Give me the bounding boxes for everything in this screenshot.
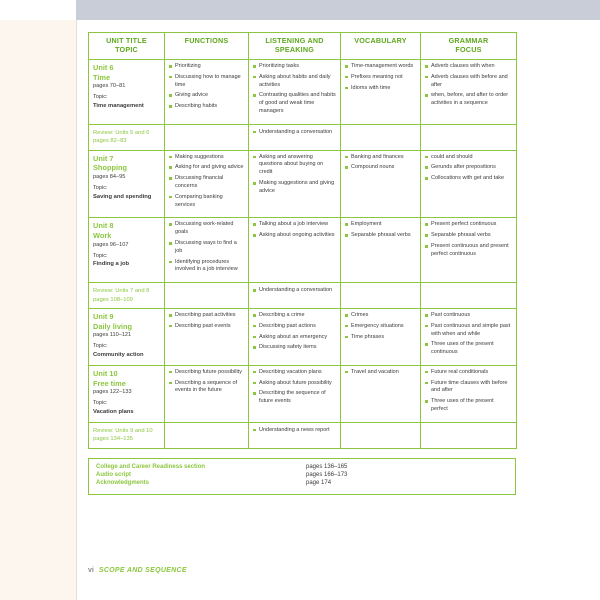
- list-item: Collocations with get and take: [425, 175, 512, 183]
- list-item: Future time clauses with before and after: [425, 380, 512, 396]
- list-item: Emergency situations: [345, 323, 416, 331]
- unit-cell: [89, 365, 165, 422]
- list-item: Describing a sequence of events in the future: [169, 380, 244, 396]
- list-item: Asking and answering questions about buying on credit: [253, 154, 336, 177]
- backmatter-pages: page 174: [306, 479, 332, 486]
- unit-title: [93, 221, 160, 240]
- page-footer: [88, 567, 187, 574]
- table-row: [89, 60, 517, 125]
- topic-value: Finding a job: [93, 261, 130, 268]
- functions-cell: [165, 218, 249, 283]
- scope-and-sequence-table: [88, 32, 517, 449]
- grammar-list: [425, 221, 512, 258]
- top-band-notch: [0, 0, 76, 20]
- vocabulary-list: [345, 63, 416, 92]
- list-item: Identifying procedures involved in a job interview: [169, 259, 244, 275]
- unit-cell: [89, 150, 165, 218]
- unit-pages: pages 96–107: [93, 241, 129, 248]
- review-pages: pages 134–135: [93, 436, 133, 443]
- functions-cell: [165, 283, 249, 309]
- list-item: Understanding a conversation: [253, 129, 336, 137]
- topic-label: Topic:: [93, 252, 108, 259]
- unit-name: Free time: [93, 378, 126, 388]
- list-item: Describing past actions: [253, 323, 336, 331]
- review-pages: pages 108–109: [93, 296, 133, 303]
- list-item: Employment: [345, 221, 416, 229]
- listening-list: [253, 369, 336, 406]
- list-item: Asking about an emergency: [253, 334, 336, 342]
- table-row: [89, 150, 517, 218]
- unit-pages: pages 122–133: [93, 389, 132, 396]
- listening-list: [253, 287, 336, 295]
- unit-name: Work: [93, 230, 112, 240]
- grammar-cell: [421, 365, 517, 422]
- table-row-review: [89, 283, 517, 309]
- backmatter-label: Acknowledgments: [96, 479, 150, 486]
- topic-label: Topic:: [93, 94, 108, 101]
- list-item: Present perfect continuous: [425, 221, 512, 229]
- grammar-list: [425, 154, 512, 183]
- list-item: Time phrases: [345, 334, 416, 342]
- column-header-line2: FOCUS: [455, 45, 482, 54]
- table-row-review: [89, 422, 517, 448]
- vocabulary-list: [345, 221, 416, 240]
- topic-label: Topic:: [93, 184, 108, 191]
- list-item: Understanding a news report: [253, 427, 336, 435]
- list-item: Prioritizing: [169, 63, 244, 71]
- functions-list: [169, 63, 244, 111]
- unit-cell: [89, 308, 165, 365]
- listening-cell: [249, 308, 341, 365]
- unit-title: [93, 63, 160, 82]
- listening-cell: [249, 150, 341, 218]
- unit-name: Daily living: [93, 321, 133, 331]
- listening-list: [253, 427, 336, 435]
- vocabulary-cell: [341, 150, 421, 218]
- column-header-line1: UNIT TITLE: [106, 36, 147, 45]
- list-item: Gerunds after prepositions: [425, 164, 512, 172]
- list-item: Asking for and giving advice: [169, 164, 244, 172]
- listening-list: [253, 63, 336, 116]
- grammar-cell: [421, 124, 517, 150]
- list-item: Future real conditionals: [425, 369, 512, 377]
- listening-cell: [249, 283, 341, 309]
- review-label: Review: Units 5 and 6: [93, 129, 150, 136]
- backmatter-row: [96, 472, 508, 478]
- vocabulary-cell: [341, 218, 421, 283]
- list-item: could and should: [425, 154, 512, 162]
- top-band: [0, 0, 600, 20]
- list-item: Discussing how to manage time: [169, 74, 244, 90]
- list-item: Asking about future possibility: [253, 380, 336, 388]
- list-item: Comparing banking services: [169, 194, 244, 210]
- list-item: Past continuous: [425, 312, 512, 320]
- list-item: Discussing financial concerns: [169, 175, 244, 191]
- list-item: Separable phrasal verbs: [425, 232, 512, 240]
- unit-number: Unit 9: [93, 311, 114, 321]
- vocabulary-cell: [341, 365, 421, 422]
- topic-value: Time management: [93, 103, 144, 110]
- grammar-list: [425, 63, 512, 108]
- grammar-cell: [421, 218, 517, 283]
- list-item: Present continuous and present perfect continuous: [425, 243, 512, 259]
- list-item: Separable phrasal verbs: [345, 232, 416, 240]
- list-item: Adverb clauses with when: [425, 63, 512, 71]
- list-item: Prefixes meaning not: [345, 74, 416, 82]
- listening-cell: [249, 365, 341, 422]
- unit-title: [93, 369, 160, 388]
- column-header-line2: SPEAKING: [274, 45, 315, 54]
- unit-number: Unit 7: [93, 153, 114, 163]
- listening-cell: [249, 60, 341, 125]
- vocabulary-list: [345, 312, 416, 341]
- backmatter-pages: pages 136–165: [306, 463, 348, 470]
- list-item: Describing the sequence of future events: [253, 390, 336, 406]
- functions-cell: [165, 422, 249, 448]
- list-item: Making suggestions: [169, 154, 244, 162]
- unit-title: [93, 154, 160, 173]
- list-item: Describing a crime: [253, 312, 336, 320]
- review-pages: pages 82–83: [93, 138, 127, 145]
- topic-value: Vacation plans: [93, 409, 134, 416]
- grammar-cell: [421, 150, 517, 218]
- list-item: Talking about a job interview: [253, 221, 336, 229]
- functions-cell: [165, 124, 249, 150]
- list-item: Describing future possibility: [169, 369, 244, 377]
- backmatter-label: Audio script: [96, 471, 132, 478]
- unit-number: Unit 10: [93, 368, 118, 378]
- table-body: [89, 60, 517, 449]
- list-item: Giving advice: [169, 92, 244, 100]
- functions-list: [169, 154, 244, 210]
- list-item: Asking about habits and daily activities: [253, 74, 336, 90]
- column-header-line2: TOPIC: [115, 45, 138, 54]
- vocabulary-list: [345, 154, 416, 173]
- column-header-vocabulary: VOCABULARY: [341, 33, 421, 60]
- unit-name: Shopping: [93, 163, 128, 173]
- list-item: Making suggestions and giving advice: [253, 180, 336, 196]
- list-item: Discussing safety items: [253, 344, 336, 352]
- vocabulary-cell: [341, 283, 421, 309]
- backmatter-pages: pages 166–173: [306, 471, 348, 478]
- review-label: Review: Units 9 and 10: [93, 427, 153, 434]
- list-item: Discussing ways to find a job: [169, 240, 244, 256]
- review-cell: [89, 283, 165, 309]
- unit-pages: pages 84–95: [93, 173, 126, 180]
- backmatter-box: [88, 458, 516, 495]
- functions-cell: [165, 365, 249, 422]
- column-header-line1: GRAMMAR: [448, 36, 489, 45]
- functions-list: [169, 369, 244, 395]
- list-item: Asking about ongoing activities: [253, 232, 336, 240]
- listening-list: [253, 312, 336, 352]
- table-row: [89, 308, 517, 365]
- unit-name: Time: [93, 72, 111, 82]
- vocabulary-cell: [341, 422, 421, 448]
- list-item: Describing habits: [169, 103, 244, 111]
- functions-list: [169, 312, 244, 331]
- vocabulary-cell: [341, 124, 421, 150]
- review-cell: [89, 124, 165, 150]
- listening-list: [253, 154, 336, 196]
- grammar-cell: [421, 60, 517, 125]
- list-item: Contrasting qualities and habits of good and weak time managers: [253, 92, 336, 115]
- column-header-unit-title-topic: [89, 33, 165, 60]
- vocabulary-list: [345, 369, 416, 377]
- listening-list: [253, 129, 336, 137]
- column-header-line1: LISTENING AND: [265, 36, 324, 45]
- list-item: Past continuous and simple past with when and while: [425, 323, 512, 339]
- unit-cell: [89, 60, 165, 125]
- list-item: Three uses of the present perfect: [425, 398, 512, 414]
- list-item: Crimes: [345, 312, 416, 320]
- table-header: [89, 33, 517, 60]
- footer-title: SCOPE AND SEQUENCE: [98, 567, 187, 574]
- list-item: when, before, and after to order activities in a sequence: [425, 92, 512, 108]
- listening-list: [253, 221, 336, 240]
- list-item: Travel and vacation: [345, 369, 416, 377]
- grammar-cell: [421, 308, 517, 365]
- grammar-cell: [421, 422, 517, 448]
- list-item: Three uses of the present continuous: [425, 341, 512, 357]
- unit-pages: pages 110–121: [93, 332, 132, 339]
- unit-cell: [89, 218, 165, 283]
- column-header-grammar-focus: [421, 33, 517, 60]
- functions-cell: [165, 308, 249, 365]
- list-item: Adverb clauses with before and after: [425, 74, 512, 90]
- grammar-list: [425, 312, 512, 357]
- listening-cell: [249, 124, 341, 150]
- folio-number: vi: [88, 567, 94, 574]
- column-header-functions: FUNCTIONS: [165, 33, 249, 60]
- unit-title: [93, 312, 160, 331]
- list-item: Describing past events: [169, 323, 244, 331]
- backmatter-label: College and Career Readiness section: [96, 463, 206, 470]
- list-item: Prioritizing tasks: [253, 63, 336, 71]
- table-row-review: [89, 124, 517, 150]
- topic-value: Saving and spending: [93, 193, 152, 200]
- grammar-list: [425, 369, 512, 414]
- listening-cell: [249, 422, 341, 448]
- backmatter-row: [96, 464, 508, 470]
- topic-value: Community action: [93, 352, 144, 359]
- unit-pages: pages 70–81: [93, 83, 126, 90]
- vocabulary-cell: [341, 60, 421, 125]
- list-item: Understanding a conversation: [253, 287, 336, 295]
- grammar-cell: [421, 283, 517, 309]
- table-row: [89, 218, 517, 283]
- topic-label: Topic:: [93, 343, 108, 350]
- unit-number: Unit 6: [93, 63, 114, 72]
- margin-rule: [76, 20, 77, 600]
- list-item: Time-management words: [345, 63, 416, 71]
- scope-and-sequence-content: [88, 32, 588, 495]
- functions-cell: [165, 150, 249, 218]
- list-item: Compound nouns: [345, 164, 416, 172]
- left-margin: [0, 20, 76, 600]
- unit-number: Unit 8: [93, 221, 114, 231]
- table-header-row: [89, 33, 517, 60]
- vocabulary-cell: [341, 308, 421, 365]
- review-cell: [89, 422, 165, 448]
- topic-label: Topic:: [93, 400, 108, 407]
- table-row: [89, 365, 517, 422]
- list-item: Describing vacation plans: [253, 369, 336, 377]
- backmatter-row: [96, 480, 508, 486]
- list-item: Discussing work-related goals: [169, 221, 244, 237]
- listening-cell: [249, 218, 341, 283]
- review-label: Review: Units 7 and 8: [93, 288, 150, 295]
- list-item: Idioms with time: [345, 85, 416, 93]
- functions-list: [169, 221, 244, 274]
- list-item: Banking and finances: [345, 154, 416, 162]
- functions-cell: [165, 60, 249, 125]
- list-item: Describing past activities: [169, 312, 244, 320]
- column-header-listening-speaking: [249, 33, 341, 60]
